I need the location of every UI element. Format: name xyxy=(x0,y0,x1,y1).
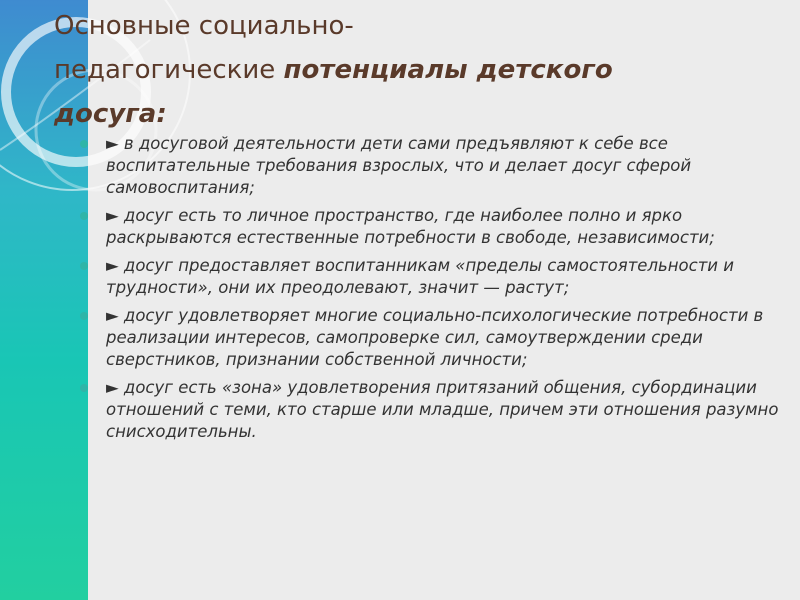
bullet-item xyxy=(80,205,780,249)
bullet-list xyxy=(80,133,780,449)
slide-title xyxy=(54,4,754,136)
bullet-text: ► досуг предоставляет воспитанникам «пределы самостоятельности и трудности», они их преодолевают, значит — растут; xyxy=(106,256,734,297)
bullet-dot-icon xyxy=(80,212,88,220)
bullet-item xyxy=(80,377,780,443)
bullet-item xyxy=(80,133,780,199)
bullet-dot-icon xyxy=(80,262,88,270)
title-line-1: Основные социально- xyxy=(54,11,354,41)
bullet-text: ► в досуговой деятельности дети сами предъявляют к себе все воспитательные требования взрослых, что и делает досуг сферой самовоспитания; xyxy=(106,134,692,197)
bullet-text: ► досуг удовлетворяет многие социально-психологические потребности в реализации интересов, самопроверке сил, самоутверждении среди сверстников, признании собственной личности; xyxy=(106,306,764,369)
bullet-dot-icon xyxy=(80,384,88,392)
bullet-dot-icon xyxy=(80,140,88,148)
title-line-2-accent: потенциалы детского xyxy=(283,55,613,85)
title-line-3-accent: досуга: xyxy=(54,99,167,129)
bullet-text: ► досуг есть то личное пространство, где наиболее полно и ярко раскрываются естественные потребности в свободе, независимости; xyxy=(106,206,715,247)
bullet-item xyxy=(80,255,780,299)
bullet-item xyxy=(80,305,780,371)
bullet-text: ► досуг есть «зона» удовлетворения притязаний общения, субординации отношений с теми, кто старше или младше, причем эти отношения разумно снисходительны. xyxy=(106,378,779,441)
title-line-2-plain: педагогические xyxy=(54,55,284,85)
bullet-dot-icon xyxy=(80,312,88,320)
